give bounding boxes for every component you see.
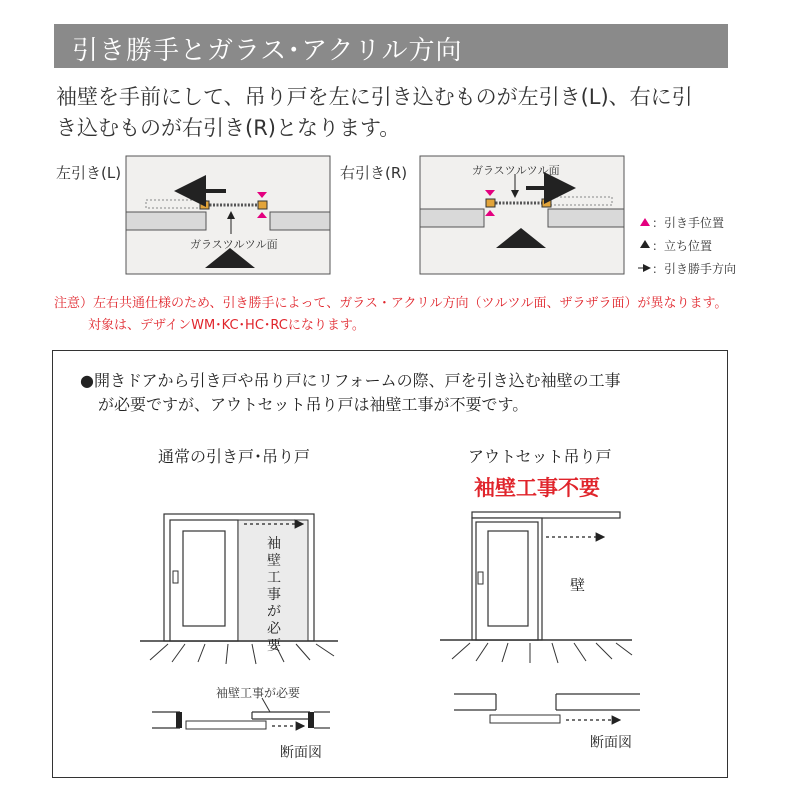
note-line-1: 注意）左右共通仕様のため、引き勝手によって、ガラス・アクリル方向（ツルツル面、ザラザラ面）が異なります。 (54, 296, 728, 311)
comparison-bullet-line-2: が必要ですが、アウトセット吊り戸は袖壁工事が不要です。 (98, 395, 529, 414)
legend-standing-text: ：立ち位置 (652, 239, 713, 253)
normal-section-note: 袖壁工事が必要 (216, 686, 301, 700)
left-swing-label: 左引き(L) (56, 164, 122, 182)
left-wall-segment-right (270, 212, 330, 230)
outset-wall-label: 壁 (570, 576, 586, 594)
right-wall-segment-right (548, 209, 624, 227)
legend-handle-text: ：引き手位置 (652, 216, 725, 230)
comparison-bullet-line-1: ●開きドアから引き戸や吊り戸にリフォームの際、戸を引き込む袖壁の工事 (80, 371, 621, 390)
right-wall-segment-left (420, 209, 484, 227)
left-wall-segment-left (126, 212, 206, 230)
intro-line-1: 袖壁を手前にして、吊り戸を左に引き込むものが左引き(L)、右に引 (56, 85, 693, 109)
normal-heading: 通常の引き戸･吊り戸 (158, 447, 311, 466)
legend-direction-text: ：引き勝手方向 (652, 262, 737, 276)
outset-section-label: 断面図 (590, 735, 632, 751)
outset-highlight: 袖壁工事不要 (474, 476, 600, 500)
legend-standing-icon (640, 240, 650, 248)
intro-line-2: き込むものが右引き(R)となります。 (56, 116, 401, 140)
left-swing-diagram (126, 156, 330, 274)
left-handle-right (258, 201, 267, 209)
outset-heading: アウトセット吊り戸 (468, 447, 612, 466)
right-swing-label: 右引き(R) (340, 164, 408, 182)
normal-wall-note: 袖壁工事が必要 (267, 536, 281, 654)
normal-section-label: 断面図 (280, 745, 322, 761)
right-handle-left (486, 199, 495, 207)
page-title: 引き勝手とガラス･アクリル方向 (72, 36, 463, 66)
left-surface-label: ガラスツルツル面 (190, 238, 278, 251)
note-line-2: 対象は、デザインWM･KC･HC･RCになります。 (88, 318, 365, 333)
right-handle-right (542, 199, 551, 207)
legend-handle-icon (640, 218, 650, 226)
left-handle-left (200, 201, 209, 209)
right-surface-label: ガラスツルツル面 (472, 164, 560, 177)
